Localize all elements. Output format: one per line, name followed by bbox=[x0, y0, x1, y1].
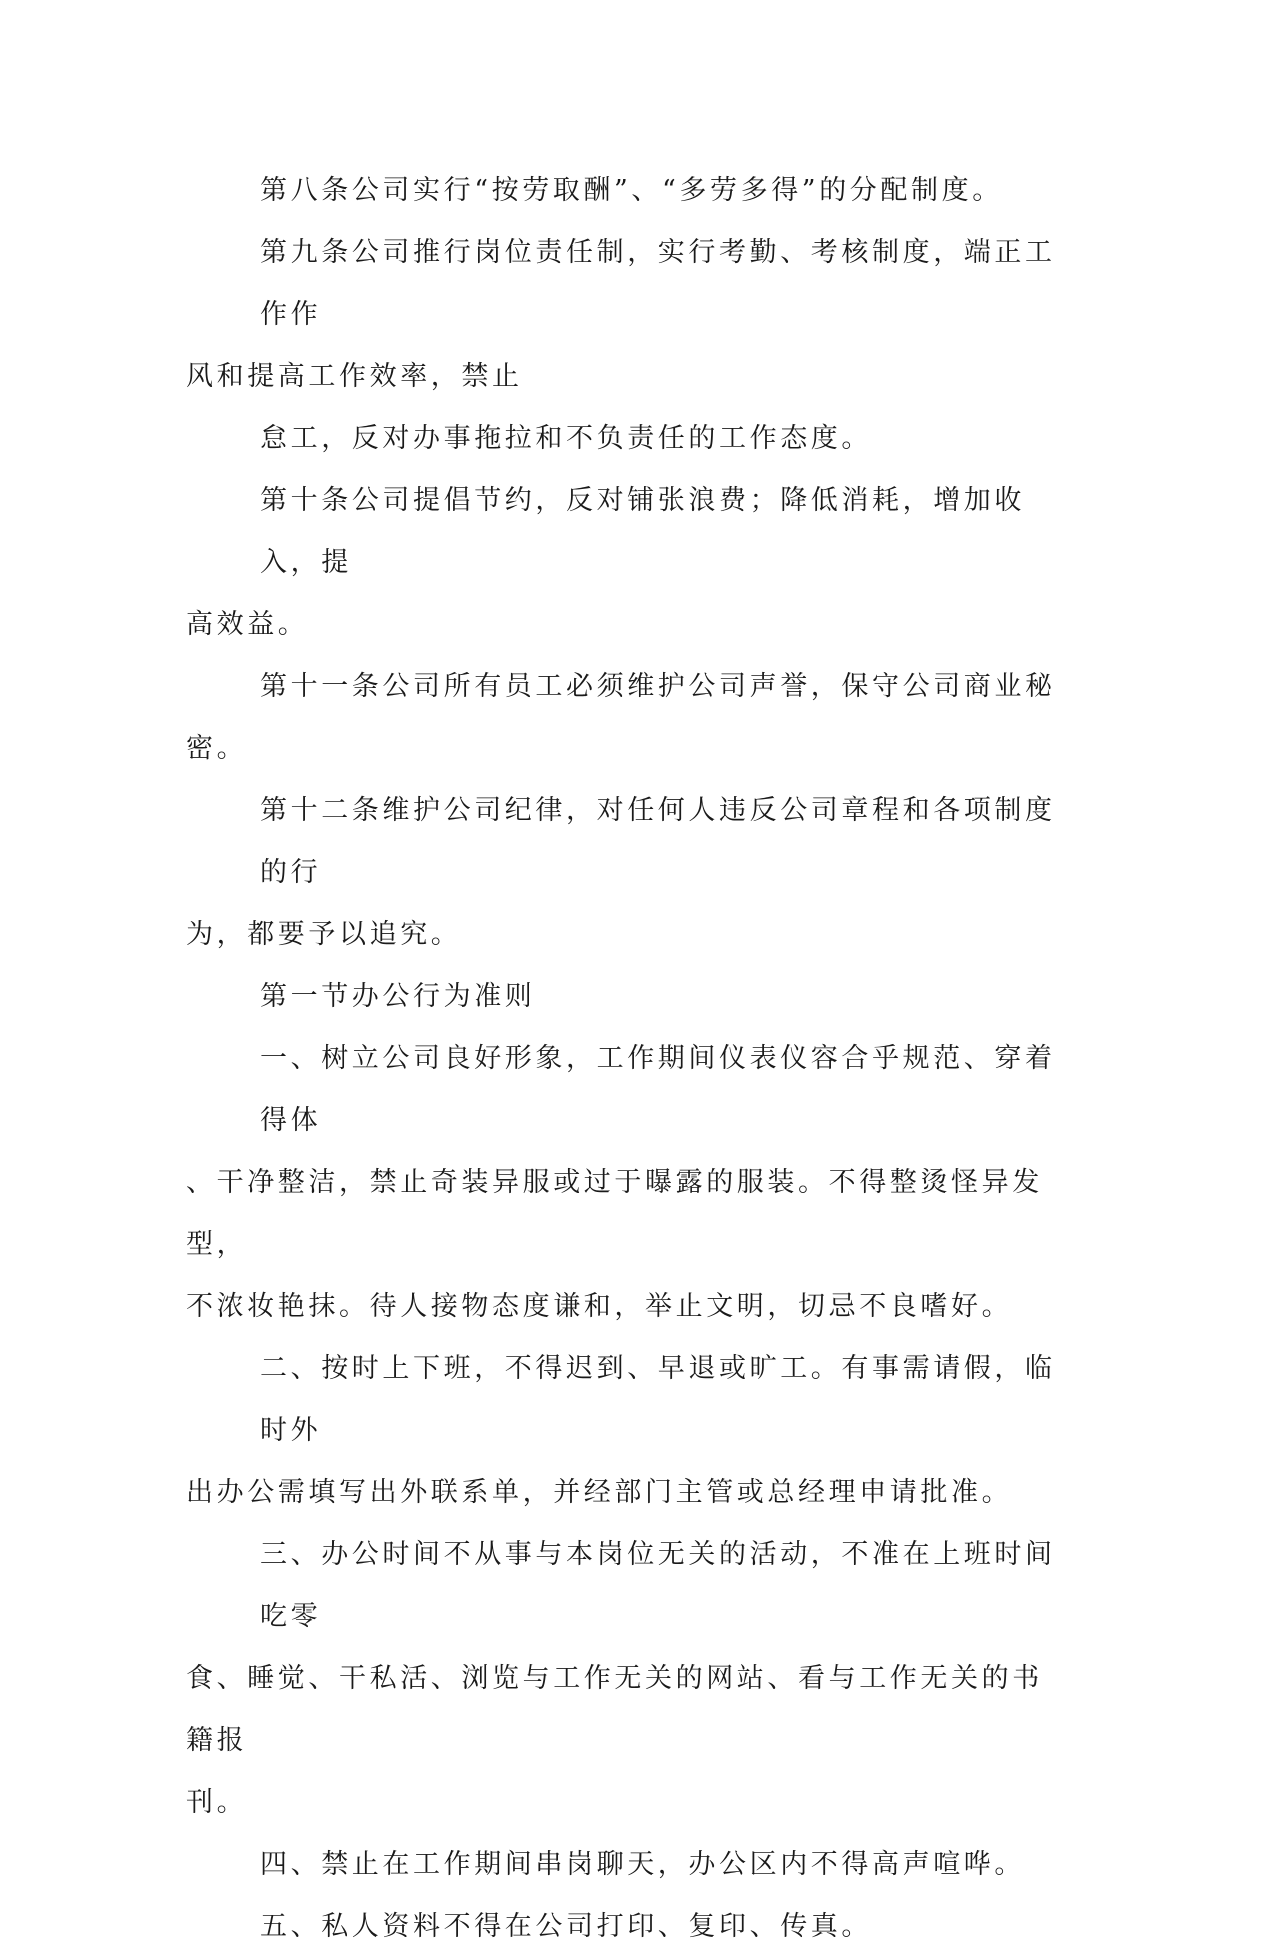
paragraph-rule-2 bbox=[186, 1338, 1066, 1524]
paragraph-article-12 bbox=[186, 780, 1066, 966]
text-line: 第十条公司提倡节约，反对铺张浪费；降低消耗，增加收入，提 bbox=[260, 485, 1025, 578]
document-body bbox=[186, 160, 1066, 1958]
text-line: 五、私人资料不得在公司打印、复印、传真。 bbox=[260, 1911, 872, 1942]
paragraph-rule-5 bbox=[186, 1896, 1066, 1958]
text-line: 一、树立公司良好形象，工作期间仪表仪容合乎规范、穿着得体 bbox=[260, 1043, 1056, 1136]
paragraph-article-9-continued bbox=[186, 408, 1066, 470]
text-line: 、干净整洁，禁止奇装异服或过于曝露的服装。不得整烫怪异发型， bbox=[186, 1167, 1043, 1260]
text-line: 第十二条维护公司纪律，对任何人违反公司章程和各项制度的行 bbox=[260, 795, 1056, 888]
text-line: 第十一条公司所有员工必须维护公司声誉，保守公司商业秘密。 bbox=[186, 671, 1056, 764]
section-heading bbox=[186, 966, 1066, 1028]
text-line: 怠工，反对办事拖拉和不负责任的工作态度。 bbox=[260, 423, 872, 454]
text-line: 三、办公时间不从事与本岗位无关的活动，不准在上班时间吃零 bbox=[260, 1539, 1056, 1632]
text-line: 出办公需填写出外联系单，并经部门主管或总经理申请批准。 bbox=[186, 1477, 1013, 1508]
text-line: 食、睡觉、干私活、浏览与工作无关的网站、看与工作无关的书籍报 bbox=[186, 1663, 1043, 1756]
text-line: 风和提高工作效率，禁止 bbox=[186, 361, 523, 392]
paragraph-article-11 bbox=[186, 656, 1066, 780]
paragraph-article-10 bbox=[186, 470, 1066, 656]
text-line: 高效益。 bbox=[186, 609, 309, 640]
text-line: 第一节办公行为准则 bbox=[260, 981, 536, 1012]
text-line: 不浓妆艳抹。待人接物态度谦和，举止文明，切忌不良嗜好。 bbox=[186, 1291, 1013, 1322]
paragraph-rule-3 bbox=[186, 1524, 1066, 1834]
paragraph-article-9 bbox=[186, 222, 1066, 408]
paragraph-rule-4 bbox=[186, 1834, 1066, 1896]
paragraph-rule-1 bbox=[186, 1028, 1066, 1338]
paragraph-article-8 bbox=[186, 160, 1066, 222]
text-line: 为，都要予以追究。 bbox=[186, 919, 462, 950]
text-line: 第九条公司推行岗位责任制，实行考勤、考核制度，端正工作作 bbox=[260, 237, 1056, 330]
text-line: 第八条公司实行“按劳取酬”、“多劳多得”的分配制度。 bbox=[260, 175, 1003, 206]
text-line: 二、按时上下班，不得迟到、早退或旷工。有事需请假，临时外 bbox=[260, 1353, 1056, 1446]
text-line: 四、禁止在工作期间串岗聊天，办公区内不得高声喧哗。 bbox=[260, 1849, 1025, 1880]
text-line: 刊。 bbox=[186, 1787, 248, 1818]
